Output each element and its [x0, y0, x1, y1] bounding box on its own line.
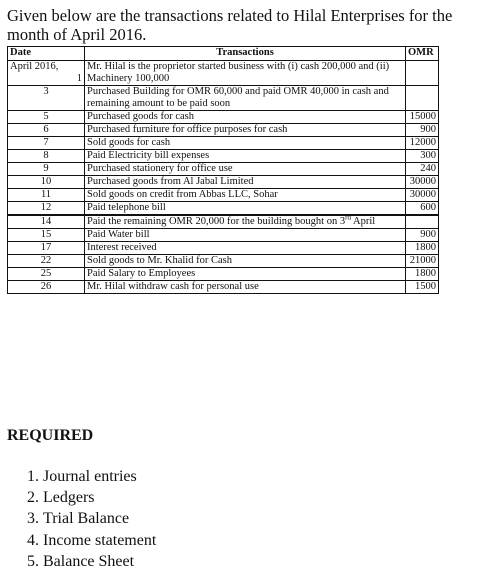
row-date: 5	[8, 111, 85, 124]
table-row	[8, 61, 439, 86]
row-date: 15	[8, 229, 85, 242]
row-transaction: Purchased stationery for office use	[85, 163, 406, 176]
table-row	[8, 229, 439, 242]
ordinal-suffix: rd	[345, 213, 351, 222]
row-date: 9	[8, 163, 85, 176]
row-date: 11	[8, 189, 85, 202]
table-row	[8, 86, 439, 111]
row-date-month: April 2016,	[10, 61, 59, 72]
row-amount: 1800	[406, 268, 439, 281]
row-date: 6	[8, 124, 85, 137]
row-date: 12	[8, 202, 85, 215]
row-amount: 900	[406, 229, 439, 242]
row-amount	[406, 86, 439, 111]
row-amount: 30000	[406, 176, 439, 189]
row-transaction: Sold goods on credit from Abbas LLC, Sohar	[85, 189, 406, 202]
row-transaction: Mr. Hilal withdraw cash for personal use	[85, 281, 406, 294]
row-date	[8, 61, 85, 86]
row-amount: 21000	[406, 255, 439, 268]
row-amount	[406, 216, 439, 229]
row-amount: 12000	[406, 137, 439, 150]
row-amount: 1800	[406, 242, 439, 255]
row-transaction: Sold goods to Mr. Khalid for Cash	[85, 255, 406, 268]
intro-text: Given below are the transactions related to Hilal Enterprises for the month of April 2016.	[7, 6, 453, 44]
required-item: 4. Income statement	[43, 530, 156, 551]
row-transaction: Purchased Building for OMR 60,000 and paid OMR 40,000 in cash and remaining amount to be paid soon	[85, 86, 406, 111]
row-transaction: Purchased furniture for office purposes for cash	[85, 124, 406, 137]
row-date: 10	[8, 176, 85, 189]
row-transaction	[85, 213, 406, 229]
required-item: 1. Journal entries	[43, 466, 156, 487]
row-date: 14	[8, 216, 85, 229]
row-transaction: Paid Electricity bill expenses	[85, 150, 406, 163]
required-item: 5. Balance Sheet	[43, 551, 156, 572]
table-row	[8, 111, 439, 124]
table-row	[8, 242, 439, 255]
table-row	[8, 202, 439, 215]
required-heading: REQUIRED	[7, 427, 94, 444]
required-list	[0, 466, 156, 572]
table-row	[8, 255, 439, 268]
row-date: 25	[8, 268, 85, 281]
table-row	[8, 189, 439, 202]
transactions-table	[7, 46, 439, 294]
row-transaction: Mr. Hilal is the proprietor started business with (i) cash 200,000 and (ii) Machinery 100,000	[85, 61, 406, 86]
row-transaction: Paid Salary to Employees	[85, 268, 406, 281]
row-amount: 240	[406, 163, 439, 176]
table-row	[8, 137, 439, 150]
row-date: 22	[8, 255, 85, 268]
row-date: 26	[8, 281, 85, 294]
row-transaction: Paid Water bill	[85, 229, 406, 242]
row-transaction: Paid telephone bill	[85, 202, 406, 215]
header-omr: OMR	[406, 47, 439, 61]
header-transactions: Transactions	[85, 47, 406, 61]
required-item: 2. Ledgers	[43, 487, 156, 508]
row-transaction-text: Paid the remaining OMR 20,000 for the building bought on 3	[87, 216, 346, 227]
row-date: 17	[8, 242, 85, 255]
row-transaction: Purchased goods for cash	[85, 111, 406, 124]
row-amount: 1500	[406, 281, 439, 294]
row-amount: 15000	[406, 111, 439, 124]
row-transaction: Interest received	[85, 242, 406, 255]
table-header-row	[8, 47, 439, 61]
table-row	[8, 176, 439, 189]
table-row	[8, 124, 439, 137]
row-amount: 300	[406, 150, 439, 163]
table-row	[8, 281, 439, 294]
row-transaction-text-end: April	[350, 216, 376, 227]
table-row	[8, 150, 439, 163]
row-transaction: Sold goods for cash	[85, 137, 406, 150]
row-date-day: 1	[76, 73, 82, 84]
row-amount: 600	[406, 202, 439, 215]
table-row	[8, 216, 439, 229]
table-row	[8, 163, 439, 176]
row-date: 7	[8, 137, 85, 150]
table-row	[8, 268, 439, 281]
header-date: Date	[8, 47, 85, 61]
row-amount: 30000	[406, 189, 439, 202]
row-amount: 900	[406, 124, 439, 137]
required-item: 3. Trial Balance	[43, 508, 156, 529]
row-date: 8	[8, 150, 85, 163]
row-transaction: Purchased goods from Al Jabal Limited	[85, 176, 406, 189]
row-amount	[406, 61, 439, 86]
row-date: 3	[8, 86, 85, 111]
